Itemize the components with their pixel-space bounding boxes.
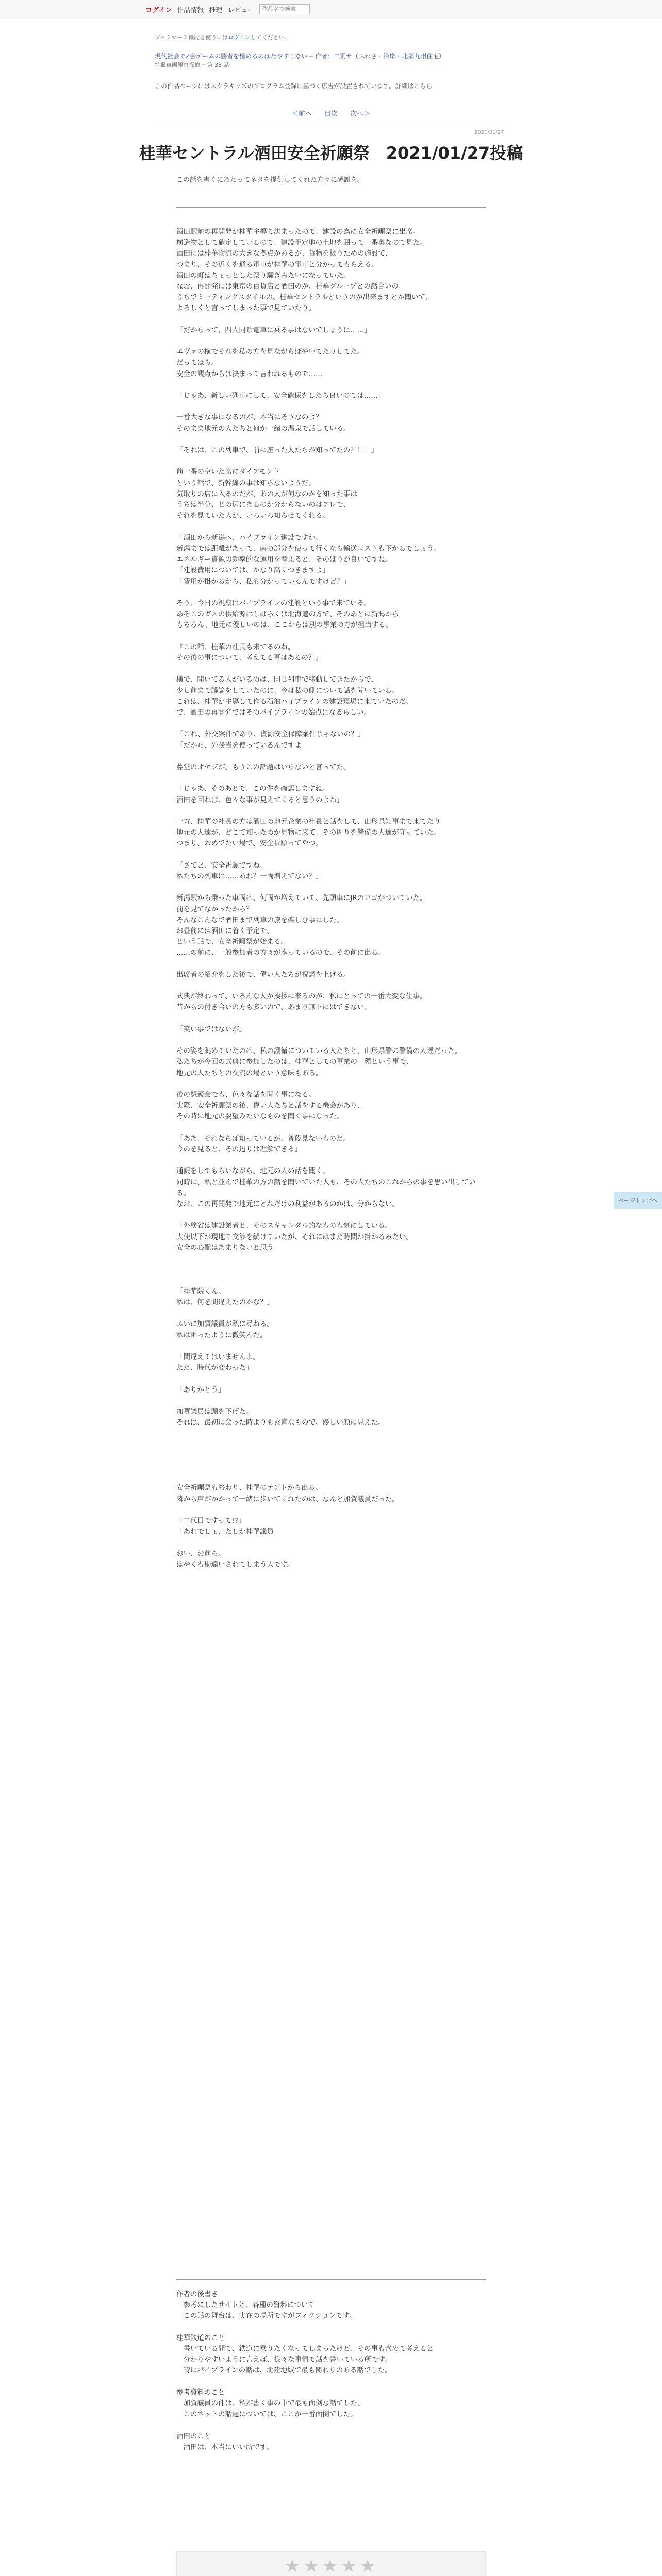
login-link[interactable]: ログイン	[145, 6, 172, 14]
afterword: 作者の後書き 参考にしたサイトと、各種の資料について この話の舞台は、実在の場所ですがフィクションです。 桂華鉄道のこと 書いている間で、鉄道に乗りたくなってしまったけど、その事も含めて考えると 分かりやすいように言えば、様々な事情で話を書いている所です。 特にパイプラインの話は、北陸地域で最も関わりのある話でした。 参考資料のこと 加賀議員の件は、私が書く事の中で最も面倒な話でした。 このネットの話題については、ここが一番面倒でした。 酒田のこと 酒田は、本当にいい所です。	[176, 2291, 434, 2452]
next-link[interactable]: 次へ＞	[350, 110, 371, 118]
nav-link-reasoning[interactable]: 推理	[209, 6, 223, 14]
preface-separator	[176, 207, 486, 208]
episode-body: 酒田駅前の再開発が桂華主導で決まったので、建設の為に安全祈願祭に出席。 構造物として確定しているので、建設予定地の土地を囲って一番奥なので見た。 酒田には桂華物流の大きな拠点があるが、貨物を扱うための施設で、 つまり、その近くを通る電車が桂華の電車と分かってもらえる。 酒田の町はちょっとした祭り騒ぎみたいになっていた。 なお、再開発には東京の百貨店と酒田のが、桂華グループとの話合いの うちでミーティングスタイルの、桂華セントラルというのが出来ますとか聞いて、 よろしくと言ってしまった事で見ていたり。 「だからって、四人同じ電車に乗る事はないでしょうに……」 エヴァの横でそれを私の方を見ながらぼやいてたりしてた。 だってほら。 安全の観点からは決まって言われるもので…… 「じゃあ、新しい列車にして、安全確保をしたら良いのでは……」 一番大きな事になるのが、本当にそうなのよ？ そのまま地元の人たちと何か一緒の温泉で話している。 「それは、この列車で、前に座った人たちが知ってたの？！！」 前一番の空いた席にダイアモンド という話で、新幹線の事は知らないようだ。 気取りの店に入るのだが、あの人が何なのかを知った事は うちは半分、どの辺にあるのか分からないのはアレで、 それを見ていた人が、いろいろ知らせてくれる。 「酒田から新潟へ、パイプライン建設ですか。 新潟までは距離があって、南の部分を使って行くなら輸送コストも下がるでしょう。 エネルギー資源の効率的な運用を考えると、そのほうが良いですね。 「建設費用については、かなり高くつきますよ」 「費用が掛かるから、私も分かっているんですけど？」 そう、今日の視察はパイプラインの建設という事で来ている。 あそこのガスの供給源はしばらくは北海道の方で、そのあとに新潟から もちろん、地元に優しいのは、ここからは別の事業の方が担当する。 『この話、桂華の社長も来てるのね。 その後の事について、考えてる事はあるの？』 横で、聞いてる人がいるのは、同じ列車で移動してきたからで、 少し前まで議論をしていたのに、今は私の側について話を聞いている。 これは、桂華が主導して作る石油パイプラインの建設現場に来ていたのだ。 で、酒田の再開発ではそのパイプラインの始点になるらしい。 「これ、外交案件であり、資源安全保障案件じゃないの？」 「だから、外務省を使っているんですよ」 藤堂のオヤジが、もうこの話題はいらないと言ってた。 「じゃあ、そのあとで、この件を確認しますね。 酒田を回れば、色々な事が見えてくると思うのよね」 一方、桂華の社長の方は酒田の地元企業の社長と話をして、山形県知事まで来てたり 地元の人達が、どこで知ったのか見物に来て、その周りを警備の人達が守っていた。 つまり、おめでたい場で、安全祈願ってやつ。 「さてと、安全祈願ですね。 私たちの列車は……あれ？一両増えてない？」 新潟駅から乗った車両は、何両か増えていて、先頭車にJRのロゴがついていた。 前を見てなかったから？ そんなこんなで酒田まで列車の旅を楽しむ事にした。 お昼前には酒田に着く予定で、 という話で、安全祈願祭が始まる。 ……の前に、一般参加者の方々が座っているので、その前に出る。 出席者の紹介をした後で、偉い人たちが祝詞を上げる。 式典が終わって、いろんな人が挨拶に来るのが、私にとっての一番大変な仕事。 昔からの付き合いの方も多いので、あまり無下にはできない。 「笑い事ではないが」 その姿を眺めていたのは、私の護衛についている人たちと、山形県警の警備の人達だった。 私たちが今回の式典に参加したのは、桂華としての事業の一環という事で、 地元の人たちとの交流の場という意味もある。 後の懇親会でも、色々な話を聞く事になる。 実際、安全祈願祭の後、偉い人たちと話をする機会があり、 その時に地元の要望みたいなものを聞く事になった。 「ああ、それならば知っているが、普段見ないものだ。 今のを見ると、その辺りは理解できる」 通訳をしてもらいながら、地元の人の話を聞く。 同時に、私と並んで桂華の方の話を聞いていた人も、その人たちのこれからの事を思い出している。 なお、この再開発で地元にどれだけの利益があるのかは、分からない。 「外務省は建設業者と、そのスキャンダル的なものも気にしている。 大使以下が現地で交渉を続けていたが、それにはまだ時間が掛かるみたい。 安全の心配はあまりないと思う」 「桂華院くん。 私は、何を間違えたのかな？」 ふいに加賀議員が私に尋ねる。 私は困ったように微笑んだ。 「間違えてはいませんよ。 ただ、時代が変わった」 「ありがとう」 加賀議員は頭を下げた。 それは、最初に会った時よりも素直なもので、優しい顔に見えた。 安全祈願祭も終わり、桂華のテントから出る。 隣から声がかかって一緒に歩いてくれたのは、なんと加賀議員だった。 「二代目ですって!?」 「あれでしょ、たしか桂華議員」 おい、お前ら。 はやくも勘違いされてしまう人です。	[176, 228, 476, 1569]
series-info	[155, 52, 505, 70]
episode-title: 桂華セントラル酒田安全祈願祭 2021/01/27投稿	[139, 143, 523, 163]
top-bar	[0, 0, 662, 19]
index-link[interactable]: 目次	[324, 110, 338, 118]
series-title-link[interactable]: 現代社会でZ会ゲームの勝者を極めるのはたやすくない ─ 作者：二羽サ（ふわさ・沿岸・北部九州住宅）	[155, 53, 445, 60]
afterword-separator	[176, 2279, 486, 2280]
top-search-input[interactable]	[259, 4, 310, 14]
bookmark-login-note: ブックマーク機能を使うにはログインしてください。	[155, 34, 290, 41]
bookmark-login-link[interactable]: ログイン	[228, 34, 251, 41]
post-date: 2021/01/27	[474, 130, 504, 135]
prev-link[interactable]: ＜前へ	[291, 110, 312, 118]
nav-link-work-info[interactable]: 作品情報	[177, 6, 204, 14]
rating-stars[interactable]: ★★★★★	[284, 2556, 379, 2576]
episode-pager-top	[0, 108, 662, 118]
ad-notice: この作品ページにはスクラキッズのプログラム登録に基づく広告が設置されています。詳細はこちら	[155, 82, 433, 90]
page-top-button[interactable]: ページトップへ	[614, 1192, 662, 1209]
evaluation-box	[176, 2551, 486, 2576]
preface: この話を書くにあたってネタを提供してくれた方々に感謝を。	[176, 176, 365, 184]
nav-link-review[interactable]: レビュー	[227, 6, 255, 14]
top-nav	[145, 0, 310, 19]
episode-label: 特撮車両観察探偵 ─ 第 38 話	[155, 62, 229, 69]
